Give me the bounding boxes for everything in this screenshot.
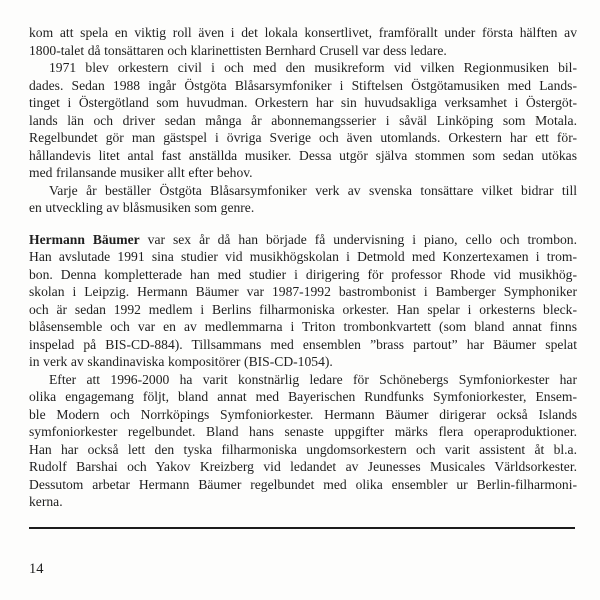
text-line: skolan i Leipzig. Hermann Bäumer var 1987-1992 bastrombonist i Bamberger Symphoniker bbox=[29, 284, 577, 299]
text-line: kom att spela en viktig roll även i det lokala konsertlivet, framförallt under första hälften av bbox=[29, 25, 577, 40]
text-line: ble Modern och Norrköpings Symfoniorkester. Hermann Bäumer dirigerar också Islands bbox=[29, 406, 577, 422]
person-name-bold: Hermann Bäumer bbox=[29, 231, 140, 247]
text-line: Rudolf Barshai och Yakov Kreizberg vid ledandet av Jeunesses Musicales Världsorkester. bbox=[29, 459, 577, 474]
paragraph-orchestra-history bbox=[29, 59, 577, 182]
text-line: 1800-talet då tonsättaren och klarinettisten Bernhard Crusell var dess ledare. bbox=[29, 42, 447, 58]
paragraph-commissions bbox=[29, 182, 577, 217]
text-line: inspelad på BIS-CD-884). Tillsammans med ensemblen ”brass partout” har Bäumer spelat bbox=[29, 336, 577, 352]
text-line: lands län och driver sedan många år abonnemangsserier i såväl Linköping som Motala. bbox=[29, 112, 577, 128]
text-line: med frilansande musiker allt efter behov. bbox=[29, 165, 253, 180]
text-line: symfoniorkester regelbundet. Bland hans senaste uppgifter märks flera operaproduktioner. bbox=[29, 424, 577, 439]
text-line bbox=[29, 231, 577, 249]
text-line-rest: var sex år då han började få undervisning i piano, cello och trombon. bbox=[139, 231, 577, 247]
text-line: blåsensemble och var en av medlemmarna i Triton trombonkvartett (som bland annat finns bbox=[29, 319, 577, 334]
paragraph-baumer-career bbox=[29, 371, 577, 511]
text-line: Han avslutade 1991 sina studier vid musikhögskolan i Detmold med Konzertexamen i trom- bbox=[29, 249, 577, 264]
text-line: Han har också lett den tyska filharmoniska ungdomsorkestern och varit assistent åt bl.a. bbox=[29, 441, 577, 457]
text-line: Dessutom arbetar Hermann Bäumer regelbundet med olika ensembler ur Berlin-filharmoni- bbox=[29, 476, 577, 492]
text-line: olika engagemang följt, bland annat med Bayerischen Rundfunks Symfoniorkester, Ensem- bbox=[29, 389, 577, 404]
text-line: och är sedan 1992 medlem i Berlins filharmoniska orkester. Han spelar i orkesterns bleck- bbox=[29, 301, 577, 317]
text-line: kerna. bbox=[29, 494, 63, 509]
body-text bbox=[29, 24, 577, 511]
text-line: bon. Denna kompletterade han med studier i dirigering för professor Rhode vid musikhög- bbox=[29, 266, 577, 282]
text-line: en utveckling av blåsmusiken som genre. bbox=[29, 200, 255, 215]
text-line: tinget i Östergötland som huvudman. Orkestern har sin huvudsakliga verksamhet i Östergöt- bbox=[29, 95, 577, 110]
text-line: in verk av skandinaviska kompositörer (BIS-CD-1054). bbox=[29, 354, 333, 369]
footer-divider bbox=[29, 527, 575, 529]
paragraph-baumer-bio bbox=[29, 231, 577, 371]
text-line: Regelbundet gör man gästspel i övriga Sverige och även utomlands. Orkestern har ett för- bbox=[29, 130, 577, 145]
paragraph-orchestra-intro bbox=[29, 24, 577, 59]
page-number: 14 bbox=[29, 561, 44, 577]
text-line: dades. Sedan 1988 ingår Östgöta Blåsarsymfoniker i Stiftelsen Östgötamusiken med Lands- bbox=[29, 77, 577, 93]
text-line: 1971 blev orkestern civil i och med den musikreform vid vilken Regionmusiken bil- bbox=[49, 60, 577, 75]
text-line: Varje år beställer Östgöta Blåsarsymfoniker verk av svenska tonsättare vilket bidrar till bbox=[49, 182, 577, 198]
text-line: hållandevis litet antal fast anställda musiker. Dessa utgör själva stommen som sedan utökas bbox=[29, 147, 577, 163]
text-line: Efter att 1996-2000 ha varit konstnärlig ledare för Schönebergs Symfoniorkester har bbox=[49, 371, 577, 387]
